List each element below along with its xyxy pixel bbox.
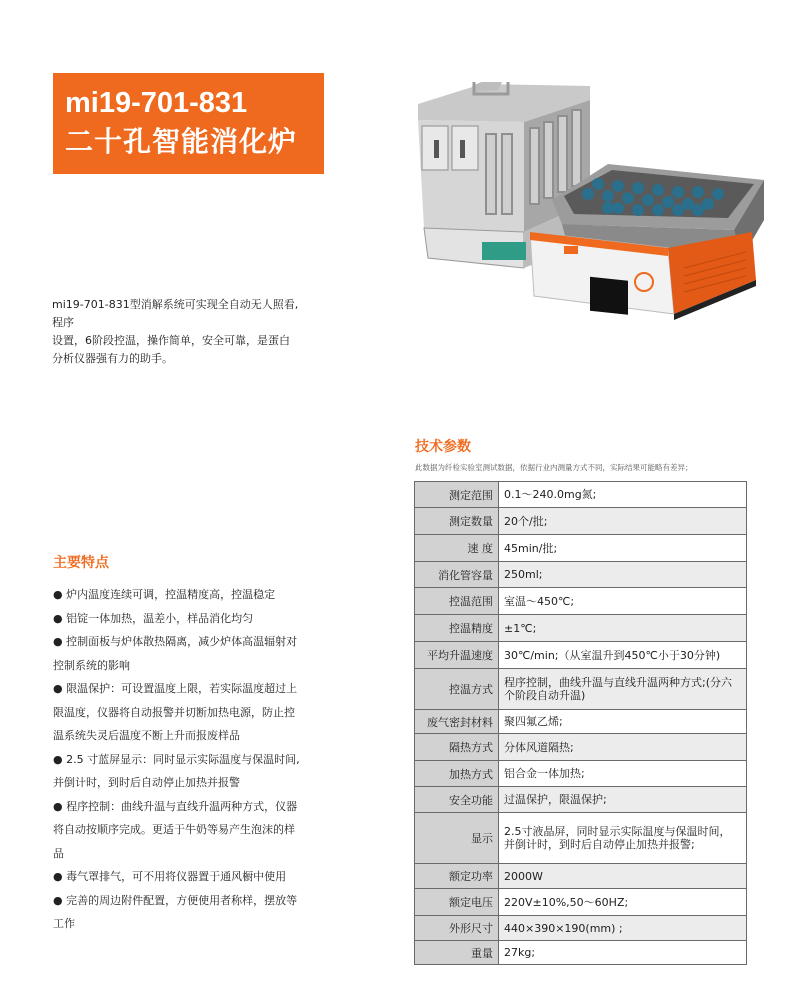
spec-value: 程序控制，曲线升温与直线升温两种方式;(分六个阶段自动升温) bbox=[499, 669, 747, 710]
spec-key: 加热方式 bbox=[415, 761, 499, 787]
spec-value: 分体风道隔热; bbox=[499, 734, 747, 761]
title-banner bbox=[53, 73, 324, 174]
specs-table bbox=[414, 481, 747, 965]
spec-value: 27kg; bbox=[499, 941, 747, 965]
spec-key: 平均升温速度 bbox=[415, 642, 499, 669]
spec-key: 废气密封材料 bbox=[415, 710, 499, 734]
spec-key: 安全功能 bbox=[415, 787, 499, 813]
spec-value: 30℃/min;（从室温升到450℃小于30分钟) bbox=[499, 642, 747, 669]
spec-value: 过温保护，限温保护; bbox=[499, 787, 747, 813]
intro-paragraph bbox=[52, 296, 342, 368]
intro-line: mi19-701-831型消解系统可实现全自动无人照看, bbox=[52, 298, 299, 311]
table-row bbox=[415, 916, 747, 941]
spec-key: 额定电压 bbox=[415, 889, 499, 916]
table-row bbox=[415, 642, 747, 669]
spec-key: 控温精度 bbox=[415, 615, 499, 642]
spec-value: 440×390×190(mm) ; bbox=[499, 916, 747, 941]
feature-line: 控制系统的影响 bbox=[53, 658, 130, 672]
feature-line: 将自动按顺序完成。更适于牛奶等易产生泡沫的样 bbox=[53, 823, 295, 836]
specs-heading: 技术参数 bbox=[415, 439, 471, 455]
table-row bbox=[415, 535, 747, 562]
spec-key: 外形尺寸 bbox=[415, 916, 499, 941]
spec-value: 室温～450℃; bbox=[499, 588, 747, 615]
features-heading: 主要特点 bbox=[53, 555, 109, 571]
table-row bbox=[415, 710, 747, 734]
table-row bbox=[415, 734, 747, 761]
spec-value: 铝合金一体加热; bbox=[499, 761, 747, 787]
spec-key: 重量 bbox=[415, 941, 499, 965]
spec-value: 220V±10%,50～60HZ; bbox=[499, 889, 747, 916]
feature-line: ● 程序控制：曲线升温与直线升温两种方式，仪器 bbox=[53, 799, 298, 813]
table-row bbox=[415, 615, 747, 642]
table-row bbox=[415, 864, 747, 889]
table-row bbox=[415, 482, 747, 508]
features-list bbox=[53, 583, 331, 936]
spec-key: 隔热方式 bbox=[415, 734, 499, 761]
spec-value: 250ml; bbox=[499, 562, 747, 588]
intro-line: 设置，6阶段控温，操作简单，安全可靠，是蛋白 bbox=[52, 334, 290, 347]
spec-key: 速 度 bbox=[415, 535, 499, 562]
spec-value: 2.5寸液晶屏，同时显示实际温度与保温时间，并倒计时，到时后自动停止加热并报警; bbox=[499, 813, 747, 864]
spec-key: 测定范围 bbox=[415, 482, 499, 508]
intro-line: 程序 bbox=[52, 316, 74, 329]
table-row bbox=[415, 588, 747, 615]
feature-line: 品 bbox=[53, 846, 64, 860]
table-row bbox=[415, 761, 747, 787]
table-row bbox=[415, 787, 747, 813]
intro-line: 分析仪器强有力的助手。 bbox=[52, 352, 173, 365]
feature-line: ● 炉内温度连续可调，控温精度高，控温稳定 bbox=[53, 588, 276, 601]
spec-value: 2000W bbox=[499, 864, 747, 889]
spec-value: 0.1～240.0mg氮; bbox=[499, 482, 747, 508]
table-row bbox=[415, 889, 747, 916]
feature-line: 并倒计时，到时后自动停止加热并报警 bbox=[53, 776, 240, 789]
spec-value: 20个/批; bbox=[499, 508, 747, 535]
spec-key: 显示 bbox=[415, 813, 499, 864]
spec-key: 额定功率 bbox=[415, 864, 499, 889]
product-model: mi19-701-831 bbox=[65, 87, 248, 119]
table-row bbox=[415, 508, 747, 535]
spec-value: 聚四氟乙烯; bbox=[499, 710, 747, 734]
spec-key: 控温范围 bbox=[415, 588, 499, 615]
feature-line: ● 铝锭一体加热，温差小，样品消化均匀 bbox=[53, 611, 254, 625]
feature-line: 限温度，仪器将自动报警并切断加热电源，防止控 bbox=[53, 705, 295, 719]
table-row bbox=[415, 669, 747, 710]
feature-line: ● 限温保护：可设置温度上限，若实际温度超过上 bbox=[53, 682, 298, 695]
spec-value: ±1℃; bbox=[499, 615, 747, 642]
product-image bbox=[412, 82, 764, 320]
feature-line: ● 毒气罩排气，可不用将仪器置于通风橱中使用 bbox=[53, 870, 287, 883]
feature-line: ● 完善的周边附件配置，方便使用者称样，摆放等 bbox=[53, 893, 298, 907]
product-name: 二十孔智能消化炉 bbox=[65, 125, 298, 158]
feature-line: 工作 bbox=[53, 917, 75, 930]
feature-line: 温系统失灵后温度不断上升而报废样品 bbox=[53, 729, 240, 742]
spec-key: 消化管容量 bbox=[415, 562, 499, 588]
feature-line: ● 控制面板与炉体散热隔离，减少炉体高温辐射对 bbox=[53, 635, 298, 648]
feature-line: ● 2.5 寸蓝屏显示：同时显示实际温度与保温时间, bbox=[53, 752, 300, 766]
spec-key: 测定数量 bbox=[415, 508, 499, 535]
specs-note: 此数据为纤检实验室测试数据，依据行业内测量方式不同，实际结果可能略有差异； bbox=[415, 463, 693, 472]
table-row bbox=[415, 813, 747, 864]
table-row bbox=[415, 562, 747, 588]
table-row bbox=[415, 941, 747, 965]
spec-value: 45min/批; bbox=[499, 535, 747, 562]
spec-key: 控温方式 bbox=[415, 669, 499, 710]
